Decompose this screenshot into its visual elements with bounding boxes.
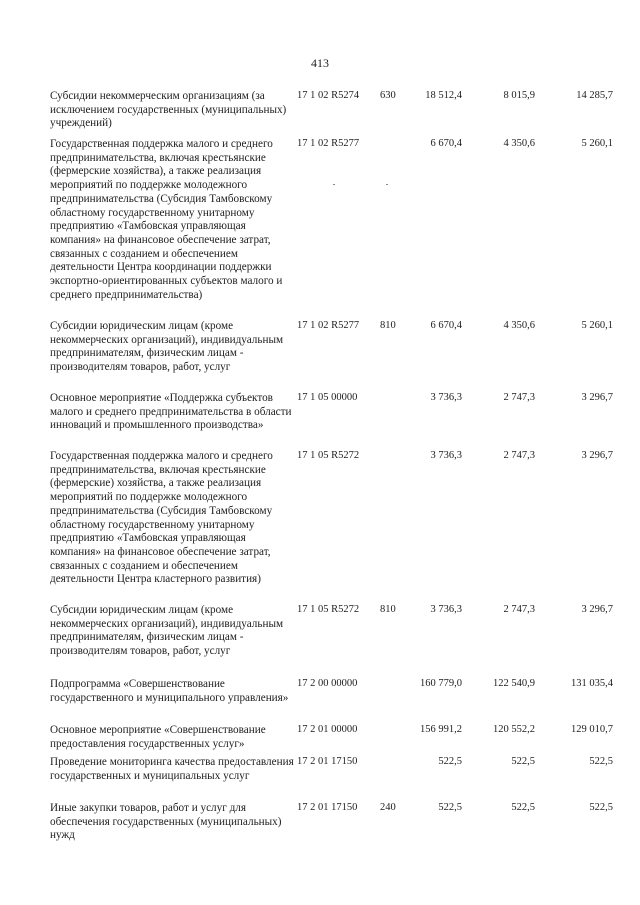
row-value-year-1: 6 670,4 [430, 320, 462, 331]
row-value-year-2: 2 747,3 [503, 392, 535, 403]
row-value-year-3: 522,5 [589, 756, 613, 767]
row-value-year-1: 3 736,3 [430, 450, 462, 461]
row-description: Подпрограмма «Совершенствование государственного и муниципального управления» [50, 678, 289, 704]
row-description: Проведение мониторинга качества предоставления государственных и муниципальных услуг [50, 756, 294, 782]
page-number: 413 [311, 56, 329, 70]
row-code: 17 2 01 00000 [297, 724, 358, 735]
scan-speck [386, 184, 388, 185]
row-value-year-1: 160 779,0 [420, 678, 462, 689]
row-value-year-2: 2 747,3 [503, 604, 535, 615]
row-value-year-2: 522,5 [511, 756, 535, 767]
row-value-year-3: 131 035,4 [571, 678, 613, 689]
row-description: Государственная поддержка малого и среднего предпринимательства, включая крестьянские (фермерские хозяйства), а также реализация мероприятий по поддержке молодежного предпринимательства (Субсидия Тамбовскому областному государственному унитарному предприятию «Тамбовская управляющая компания» на финансовое обеспечение затрат, связанных с созданием и обеспечением деятельности Центра координации поддержки экспортно-ориентированных субъектов малого и среднего предпринимательства) [50, 138, 283, 301]
row-description: Субсидии юридическим лицам (кроме некоммерческих организаций), индивидуальным предпринимателям, физическим лицам - производителям товаров, работ, услуг [50, 320, 284, 374]
row-value-year-2: 2 747,3 [503, 450, 535, 461]
row-value-year-2: 4 350,6 [503, 138, 535, 149]
row-value-year-1: 3 736,3 [430, 392, 462, 403]
row-description: Субсидии юридическим лицам (кроме некоммерческих организаций), индивидуальным предпринимателям, физическим лицам - производителям товаров, работ, услуг [50, 604, 284, 658]
row-code: 17 1 02 R5274 [297, 90, 360, 101]
row-value-year-1: 18 512,4 [425, 90, 462, 101]
row-description: Основное мероприятие «Совершенствование предоставления государственных услуг» [50, 724, 266, 750]
row-value-year-3: 14 285,7 [576, 90, 613, 101]
row-value-year-1: 522,5 [438, 802, 462, 813]
row-value-year-1: 3 736,3 [430, 604, 462, 615]
row-code: 17 1 05 00000 [297, 392, 358, 403]
row-value-year-1: 156 991,2 [420, 724, 462, 735]
row-code: 17 2 01 17150 [297, 802, 358, 813]
row-expense-type: 630 [380, 90, 396, 101]
row-code: 17 1 05 R5272 [297, 604, 360, 615]
row-value-year-2: 8 015,9 [503, 90, 535, 101]
row-value-year-3: 5 260,1 [581, 138, 613, 149]
row-code: 17 1 02 R5277 [297, 138, 360, 149]
row-value-year-1: 6 670,4 [430, 138, 462, 149]
row-value-year-1: 522,5 [438, 756, 462, 767]
row-value-year-2: 122 540,9 [493, 678, 535, 689]
row-description: Государственная поддержка малого и среднего предпринимательства, включая крестьянские (фермерские) хозяйства, а также реализация мероприятий по поддержке молодежного предпринимательства (Субсидия Тамбовскому областному государственному унитарному предприятию «Тамбовская управляющая компания» на финансовое обеспечение затрат, связанных с созданием и обеспечением деятельности Центра кластерного развития) [50, 450, 273, 586]
row-description: Основное мероприятие «Поддержка субъектов малого и среднего предпринимательства в области инноваций и промышленного производства» [50, 392, 292, 432]
row-value-year-3: 3 296,7 [581, 392, 613, 403]
scan-speck [333, 184, 335, 185]
row-code: 17 2 00 00000 [297, 678, 358, 689]
row-description: Субсидии некоммерческим организациям (за исключением государственных (муниципальных) учреждений) [50, 90, 287, 130]
row-value-year-3: 3 296,7 [581, 450, 613, 461]
row-code: 17 2 01 17150 [297, 756, 358, 767]
row-expense-type: 240 [380, 802, 396, 813]
row-description: Иные закупки товаров, работ и услуг для обеспечения государственных (муниципальных) нужд [50, 802, 282, 842]
row-value-year-3: 522,5 [589, 802, 613, 813]
row-value-year-3: 129 010,7 [571, 724, 613, 735]
row-code: 17 1 02 R5277 [297, 320, 360, 331]
row-value-year-2: 4 350,6 [503, 320, 535, 331]
row-code: 17 1 05 R5272 [297, 450, 360, 461]
row-expense-type: 810 [380, 320, 396, 331]
row-value-year-3: 3 296,7 [581, 604, 613, 615]
row-value-year-2: 522,5 [511, 802, 535, 813]
row-expense-type: 810 [380, 604, 396, 615]
row-value-year-2: 120 552,2 [493, 724, 535, 735]
row-value-year-3: 5 260,1 [581, 320, 613, 331]
